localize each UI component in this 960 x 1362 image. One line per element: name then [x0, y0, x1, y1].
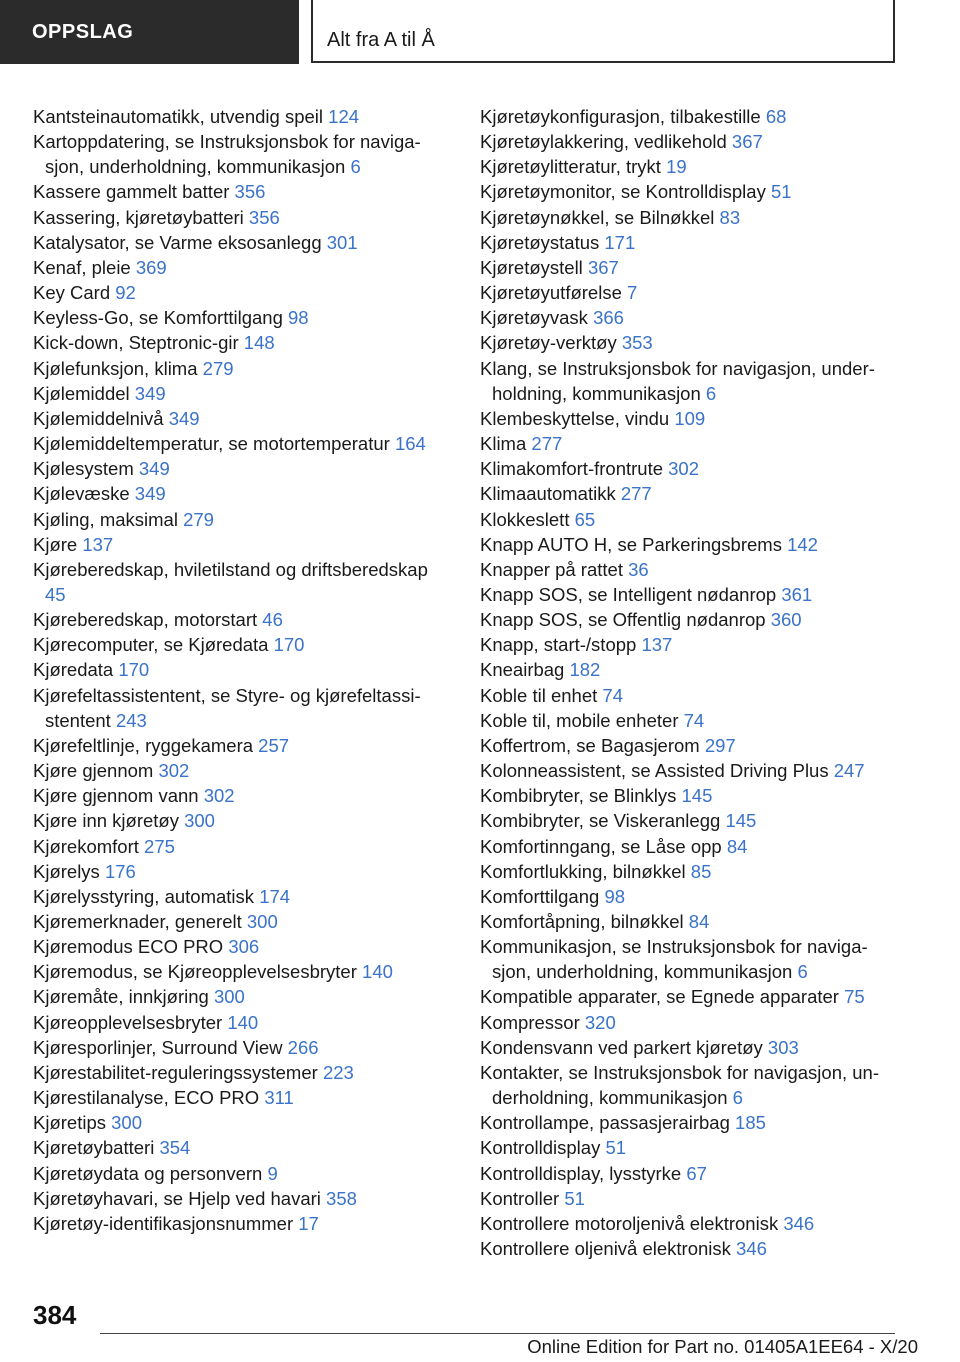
page-reference-link[interactable]: 306: [228, 936, 260, 958]
index-entry: [33, 356, 453, 381]
index-entry: [33, 557, 453, 607]
index-term: Kjøretøybatteri: [33, 1137, 155, 1159]
page-reference-link[interactable]: 356: [248, 206, 280, 228]
index-term: Kjørekomfort: [33, 835, 139, 857]
page-reference-link[interactable]: 36: [628, 558, 649, 580]
index-entry: [480, 884, 900, 909]
index-term: Katalysator, se Varme eksosanlegg: [33, 231, 322, 253]
index-entry: [33, 934, 453, 959]
page-reference-link[interactable]: 109: [674, 407, 706, 429]
index-term: Kjøreberedskap, motorstart: [33, 609, 258, 631]
index-term: Kjørelysstyring, automatisk: [33, 885, 255, 907]
index-term: Kontrollere motoroljenivå elektronisk: [480, 1212, 779, 1234]
index-term: Kjølefunksjon, klima: [33, 357, 198, 379]
index-term: Kondensvann ved parkert kjøretøy: [480, 1036, 763, 1058]
index-entry: [33, 1060, 453, 1085]
page-reference-link[interactable]: 174: [259, 885, 291, 907]
page-reference-link[interactable]: 176: [104, 860, 136, 882]
index-term: Kjøredata: [33, 659, 114, 681]
page-reference-link[interactable]: 311: [264, 1087, 294, 1109]
page-reference-link[interactable]: 137: [641, 634, 673, 656]
page-reference-link[interactable]: 185: [735, 1112, 766, 1134]
page-reference-link[interactable]: 68: [765, 106, 787, 127]
index-entry: [33, 984, 453, 1009]
index-term: Kombibryter, se Viskeranlegg: [480, 810, 721, 832]
index-term: Kjøretøyutførelse: [480, 282, 622, 304]
page-reference-link[interactable]: 75: [844, 986, 865, 1008]
index-entry: [480, 154, 900, 179]
page-reference-link[interactable]: 137: [82, 533, 114, 555]
index-term: Kjøretøymonitor, se Kontrolldisplay: [480, 181, 766, 203]
index-term: Klang, se Instruksjonsbok for navigasjon, underholdning, kommunikasjon: [480, 357, 875, 404]
index-entry: [480, 104, 900, 129]
page-reference-link[interactable]: 277: [531, 433, 563, 455]
index-term: Kjøremåte, innkjøring: [33, 986, 209, 1008]
index-entry: [33, 1186, 453, 1211]
page-reference-link[interactable]: 302: [668, 458, 700, 480]
index-entry: [33, 381, 453, 406]
index-term: Kjøre gjennom: [33, 760, 154, 782]
index-term: Kjøresporlinjer, Surround View: [33, 1036, 283, 1058]
page-reference-link[interactable]: 266: [287, 1036, 319, 1058]
index-entry: [480, 129, 900, 154]
index-term: Kombibryter, se Blinklys: [480, 785, 677, 807]
index-term: Kjøreopplevelsesbryter: [33, 1011, 223, 1033]
index-entry: [480, 1186, 900, 1211]
index-entry: [33, 834, 453, 859]
index-term: Kick-down, Steptronic-gir: [33, 332, 239, 354]
page-reference-link[interactable]: 92: [115, 282, 136, 304]
index-entry: [480, 984, 900, 1009]
page-reference-link[interactable]: 148: [243, 332, 275, 354]
index-term: Kjørestilanalyse, ECO PRO: [33, 1087, 260, 1109]
index-term: Kjørefeltlinje, ryggekamera: [33, 734, 254, 756]
index-entry: [33, 129, 453, 179]
index-term: Kjøre: [33, 533, 78, 555]
page-reference-link[interactable]: 367: [731, 131, 763, 153]
page-reference-link[interactable]: 145: [681, 785, 713, 807]
page-reference-link[interactable]: 257: [258, 734, 290, 756]
page-reference-link[interactable]: 301: [326, 231, 358, 253]
index-term: Kommunikasjon, se Instruksjonsbok for navigasjon, underholdning, kommunikasjon: [480, 936, 868, 983]
page-reference-link[interactable]: 277: [620, 483, 652, 505]
index-term: Klima: [480, 433, 527, 455]
index-entry: [480, 582, 900, 607]
page-reference-link[interactable]: 346: [736, 1238, 767, 1260]
page-reference-link[interactable]: 74: [683, 709, 705, 731]
index-entry: [33, 884, 453, 909]
index-entry: [480, 179, 900, 204]
index-entry: [480, 406, 900, 431]
index-entry: [33, 783, 453, 808]
page-reference-link[interactable]: 300: [213, 986, 245, 1008]
index-term: Kenaf, pleie: [33, 256, 131, 278]
page-reference-link[interactable]: 74: [602, 684, 623, 706]
index-entry: [33, 808, 453, 833]
page-reference-link[interactable]: 302: [203, 785, 235, 807]
index-entry: [33, 481, 453, 506]
index-term: Kompatible apparater, se Egnede apparater: [480, 986, 839, 1008]
page-reference-link[interactable]: 300: [184, 810, 215, 832]
index-entry: [33, 1035, 453, 1060]
index-term: Kjøremodus ECO PRO: [33, 936, 224, 958]
page-reference-link[interactable]: 67: [686, 1162, 707, 1184]
index-entry: [33, 1010, 453, 1035]
page-reference-link[interactable]: 124: [328, 106, 360, 127]
index-term: Kjøremodus, se Kjøreopplevelsesbryter: [33, 961, 357, 983]
index-term: Kjøretøy-verktøy: [480, 332, 617, 354]
index-entry: [33, 758, 453, 783]
index-entry: [480, 532, 900, 557]
index-entry: [480, 507, 900, 532]
index-term: Komfortlukking, bilnøkkel: [480, 860, 686, 882]
index-entry: [33, 280, 453, 305]
index-entry: [480, 557, 900, 582]
index-term: Kjøremerknader, generelt: [33, 911, 242, 932]
page-reference-link[interactable]: 65: [574, 508, 596, 530]
index-term: Kjøretøyhavari, se Hjelp ved havari: [33, 1187, 321, 1209]
page-reference-link[interactable]: 369: [135, 256, 167, 278]
index-term: Kjølemiddeltemperatur, se motortemperatur: [33, 433, 390, 455]
index-entry: [33, 632, 453, 657]
index-entry: [480, 934, 900, 984]
index-term: Kartoppdatering, se Instruksjonsbok for navigasjon, underholdning, kommunikasjon: [33, 131, 421, 178]
index-entry: [480, 456, 900, 481]
index-entry: [33, 104, 453, 129]
index-term: Kjøretøystell: [480, 256, 583, 278]
index-term: Kjøreberedskap, hviletilstand og driftsberedskap: [33, 558, 428, 580]
page-reference-link[interactable]: 349: [134, 483, 166, 505]
page-reference-link[interactable]: 349: [168, 407, 200, 429]
index-term: Kjøretøystatus: [480, 231, 600, 253]
index-entry: [33, 406, 453, 431]
index-entry: [480, 280, 900, 305]
index-entry: [480, 230, 900, 255]
index-entry: [33, 230, 453, 255]
index-entry: [33, 959, 453, 984]
page-reference-link[interactable]: 346: [783, 1212, 815, 1234]
index-entry: [480, 1010, 900, 1035]
index-term: Kjøre inn kjøretøy: [33, 810, 179, 832]
section-tab: OPPSLAG: [0, 0, 299, 64]
page-reference-link[interactable]: 320: [584, 1011, 616, 1033]
index-term: Komforttilgang: [480, 885, 600, 907]
index-entry: [480, 808, 900, 833]
index-entry: [33, 507, 453, 532]
index-entry: [33, 305, 453, 330]
index-term: Kontrolldisplay, lysstyrke: [480, 1162, 682, 1184]
index-entry: [480, 330, 900, 355]
page-reference-link[interactable]: 51: [770, 181, 792, 203]
index-term: Klimaautomatikk: [480, 483, 616, 505]
index-entry: [480, 1161, 900, 1186]
page-reference-link[interactable]: 84: [688, 911, 710, 932]
index-term: Kassere gammelt batter: [33, 181, 230, 203]
index-entry: [480, 834, 900, 859]
index-term: Kjørelys: [33, 860, 100, 882]
page-reference-link[interactable]: 349: [138, 458, 170, 480]
index-term: Keyless-Go, se Komforttilgang: [33, 307, 283, 329]
footer-edition-note: Online Edition for Part no. 01405A1EE64 - X/20: [527, 1336, 918, 1357]
page-reference-link[interactable]: 279: [183, 508, 214, 530]
chapter-title-box: [311, 0, 895, 63]
page-reference-link[interactable]: 6: [350, 156, 361, 178]
index-term: Kontrolldisplay: [480, 1137, 601, 1159]
index-term: Key Card: [33, 282, 111, 304]
index-term: Knapp SOS, se Intelligent nødanrop: [480, 583, 777, 605]
index-term: Kjølevæske: [33, 483, 130, 505]
index-term: Kjøre gjennom vann: [33, 785, 199, 807]
page-reference-link[interactable]: 6: [705, 382, 717, 404]
index-entry: [33, 909, 453, 934]
index-term: Kjøretøyvask: [480, 307, 588, 329]
page-reference-link[interactable]: 140: [227, 1011, 259, 1033]
index-entry: [480, 708, 900, 733]
page-reference-link[interactable]: 361: [781, 583, 813, 605]
page-reference-link[interactable]: 223: [322, 1061, 354, 1083]
index-term: Klokkeslett: [480, 508, 570, 530]
page-reference-link[interactable]: 84: [726, 835, 748, 857]
index-entry: [480, 607, 900, 632]
index-term: Knapp SOS, se Offentlig nødanrop: [480, 609, 766, 631]
index-entry: [33, 456, 453, 481]
index-term: Kontroller: [480, 1187, 560, 1209]
page-reference-link[interactable]: 354: [159, 1137, 191, 1159]
index-entry: [480, 205, 900, 230]
page-reference-link[interactable]: 98: [288, 307, 309, 329]
page-reference-link[interactable]: 7: [627, 282, 638, 304]
index-entry: [480, 255, 900, 280]
page-reference-link[interactable]: 171: [604, 231, 636, 253]
index-entry: [480, 859, 900, 884]
page-reference-link[interactable]: 6: [732, 1087, 743, 1109]
page-reference-link[interactable]: 170: [273, 634, 305, 656]
index-entry: [33, 1085, 453, 1110]
index-term: Kjøretøylakkering, vedlikehold: [480, 131, 727, 153]
page-reference-link[interactable]: 367: [587, 256, 619, 278]
index-entry: [480, 758, 900, 783]
index-column-right: [480, 104, 900, 1261]
index-term: Komfortinngang, se Låse opp: [480, 835, 722, 857]
index-entry: [480, 657, 900, 682]
page-reference-link[interactable]: 98: [604, 885, 626, 907]
index-entry: [480, 1236, 900, 1261]
page-reference-link[interactable]: 51: [605, 1137, 627, 1159]
page-reference-link[interactable]: 170: [118, 659, 150, 681]
page-reference-link[interactable]: 6: [797, 961, 808, 983]
page-reference-link[interactable]: 85: [690, 860, 712, 882]
index-entry: [33, 657, 453, 682]
page-reference-link[interactable]: 164: [394, 433, 426, 455]
index-entry: [33, 532, 453, 557]
index-entry: [480, 1110, 900, 1135]
index-entry: [33, 330, 453, 355]
index-term: Kjøretips: [33, 1112, 106, 1134]
page-reference-link[interactable]: 142: [787, 533, 818, 555]
index-term: Kjøretøy-identifikasjonsnummer: [33, 1212, 294, 1234]
page-reference-link[interactable]: 83: [719, 206, 741, 228]
index-term: Kantsteinautomatikk, utvendig speil: [33, 106, 324, 127]
page-reference-link[interactable]: 349: [134, 382, 166, 404]
index-term: Kjørefeltassistentent, se Styre- og kjørefeltassistentent: [33, 684, 421, 731]
page-reference-link[interactable]: 243: [115, 709, 147, 731]
footer-divider: [100, 1333, 895, 1334]
page-reference-link[interactable]: 145: [725, 810, 757, 832]
index-column-left: [33, 104, 453, 1236]
page-reference-link[interactable]: 9: [267, 1162, 278, 1184]
index-term: Kjølemiddelnivå: [33, 407, 164, 429]
index-entry: [33, 1110, 453, 1135]
index-entry: [480, 632, 900, 657]
index-term: Kolonneassistent, se Assisted Driving Plus: [480, 760, 829, 782]
page-reference-link[interactable]: 275: [144, 835, 175, 857]
index-term: Kjøretøynøkkel, se Bilnøkkel: [480, 206, 715, 228]
page-reference-link[interactable]: 45: [45, 583, 66, 605]
index-entry: [33, 859, 453, 884]
chapter-title: Alt fra A til Å: [327, 29, 435, 51]
page-reference-link[interactable]: 356: [234, 181, 266, 203]
index-entry: [33, 255, 453, 280]
index-term: Kjøretøydata og personvern: [33, 1162, 263, 1184]
page-reference-link[interactable]: 302: [158, 760, 190, 782]
index-entry: [33, 733, 453, 758]
page-reference-link[interactable]: 17: [298, 1212, 319, 1234]
index-term: Kjørecomputer, se Kjøredata: [33, 634, 269, 656]
index-term: Kontrollere oljenivå elektronisk: [480, 1238, 731, 1260]
index-entry: [480, 909, 900, 934]
index-term: Kjøling, maksimal: [33, 508, 178, 530]
page-reference-link[interactable]: 300: [246, 911, 278, 932]
page-reference-link[interactable]: 366: [593, 307, 624, 329]
index-entry: [33, 1161, 453, 1186]
page-reference-link[interactable]: 51: [564, 1187, 585, 1209]
index-term: Koble til, mobile enheter: [480, 709, 679, 731]
index-entry: [33, 683, 453, 733]
page-reference-link[interactable]: 279: [202, 357, 234, 379]
page-reference-link[interactable]: 300: [111, 1112, 143, 1134]
index-term: Kjølemiddel: [33, 382, 130, 404]
page-reference-link[interactable]: 182: [569, 659, 601, 681]
page-reference-link[interactable]: 303: [767, 1036, 799, 1058]
index-term: Kjørestabilitet-reguleringssystemer: [33, 1061, 318, 1083]
index-term: Kompressor: [480, 1011, 580, 1033]
page-reference-link[interactable]: 297: [704, 734, 736, 756]
page-reference-link[interactable]: 353: [621, 332, 653, 354]
index-term: Kjøretøykonfigurasjon, tilbakestille: [480, 106, 761, 127]
index-term: Kassering, kjøretøybatteri: [33, 206, 244, 228]
page-number: 384: [33, 1300, 77, 1330]
index-term: Kjøretøylitteratur, trykt: [480, 156, 661, 178]
index-entry: [33, 205, 453, 230]
page-reference-link[interactable]: 247: [833, 760, 865, 782]
page-reference-link[interactable]: 19: [666, 156, 687, 178]
index-term: Knapp AUTO H, se Parkeringsbrems: [480, 533, 782, 555]
page-reference-link[interactable]: 46: [262, 609, 283, 631]
index-entry: [33, 1135, 453, 1160]
page-reference-link[interactable]: 358: [326, 1187, 357, 1209]
index-term: Koble til enhet: [480, 684, 598, 706]
index-term: Kontrollampe, passasjerairbag: [480, 1112, 730, 1134]
index-entry: [480, 305, 900, 330]
index-term: Klembeskyttelse, vindu: [480, 407, 670, 429]
index-term: Kjølesystem: [33, 458, 134, 480]
page-reference-link[interactable]: 140: [362, 961, 393, 983]
index-entry: [480, 1035, 900, 1060]
index-term: Koffertrom, se Bagasjerom: [480, 734, 700, 756]
index-entry: [480, 783, 900, 808]
index-entry: [33, 179, 453, 204]
index-term: Komfortåpning, bilnøkkel: [480, 911, 684, 932]
index-term: Knapp, start-/stopp: [480, 634, 637, 656]
index-term: Knapper på rattet: [480, 558, 623, 580]
page-reference-link[interactable]: 360: [770, 609, 802, 631]
index-entry: [480, 481, 900, 506]
index-term: Klimakomfort-frontrute: [480, 458, 663, 480]
index-entry: [480, 1060, 900, 1110]
index-entry: [33, 607, 453, 632]
index-term: Kontakter, se Instruksjonsbok for navigasjon, underholdning, kommunikasjon: [480, 1061, 880, 1109]
index-entry: [480, 1211, 900, 1236]
index-entry: [480, 683, 900, 708]
index-entry: [480, 1135, 900, 1160]
index-entry: [480, 356, 900, 406]
index-entry: [33, 431, 453, 456]
index-entry: [33, 1211, 453, 1236]
index-entry: [480, 431, 900, 456]
index-entry: [480, 733, 900, 758]
index-term: Kneairbag: [480, 659, 565, 681]
